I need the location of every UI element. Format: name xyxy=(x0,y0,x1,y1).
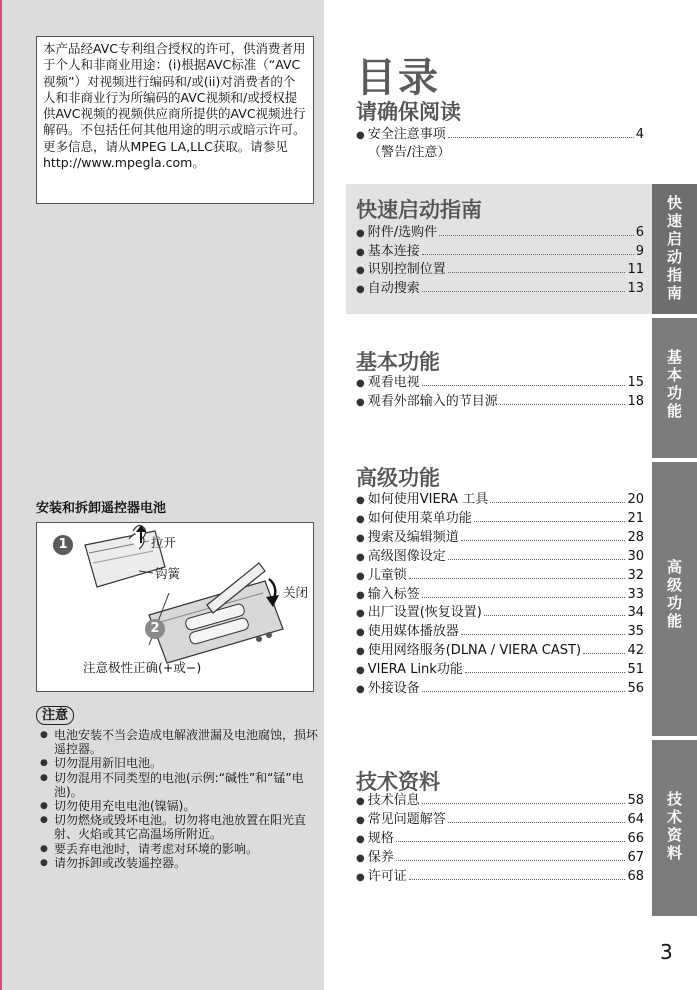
hook-label: 钩簧 xyxy=(155,566,181,581)
toc-list-must-read xyxy=(356,126,644,161)
caution-list xyxy=(40,728,324,870)
toc-entry[interactable]: ● 儿童锁 32 xyxy=(356,567,644,583)
tab-technical-info[interactable]: 技 术 资 料 xyxy=(652,740,697,916)
license-text: 本产品经AVC专利组合授权的许可，供消费者用于个人和非商业用途：(i)根据AVC标准（“AVC视频”）对视频进行编码和/或(ii)对消费者的个人和非商业行为所编码的AVC视频和/或授权提供AVC视频的视频供应商所提供的AVC视频进行解码。不包括任何其他用途的明示或暗示许可。更多信息，请从MPEG LA,LLC获取。请参见http://www.mpegla.com。 xyxy=(43,41,306,171)
toc-entry[interactable]: ● 如何使用VIERA 工具 20 xyxy=(356,492,644,507)
caution-item: ● 请勿拆卸或改装遥控器。 xyxy=(40,856,324,870)
avc-license-box xyxy=(36,36,314,204)
toc-entry[interactable]: ● 搜索及编辑频道 28 xyxy=(356,529,644,545)
toc-list-technical xyxy=(356,792,644,887)
step-1-badge: 1 xyxy=(53,535,73,555)
toc-entry[interactable]: ● 识别控制位置 11 xyxy=(356,262,644,277)
section-title-basic: 基本功能 xyxy=(356,350,440,374)
toc-entry[interactable]: ● VIERA Link功能 51 xyxy=(356,662,644,678)
caution-item: ● 切勿混用不同类型的电池(示例:“碱性”和“锰”电池)。 xyxy=(40,771,324,799)
toc-entry[interactable]: ● 输入标签 33 xyxy=(356,586,644,602)
tab-advanced-functions[interactable]: 高 级 功 能 xyxy=(652,462,697,736)
toc-entry[interactable]: ● 使用媒体播放器 35 xyxy=(356,624,644,640)
pull-label: 拉开 xyxy=(151,535,177,550)
close-label: 关闭 xyxy=(283,585,309,600)
caution-item: ● 要丢弃电池时，请考虑对环境的影响。 xyxy=(40,842,324,856)
toc-entry[interactable]: ● 自动搜索 13 xyxy=(356,280,644,296)
caution-badge: 注意 xyxy=(36,706,74,725)
toc-entry[interactable]: ● 观看外部输入的节目源 18 xyxy=(356,394,644,409)
toc-entry[interactable]: ● 许可证 68 xyxy=(356,868,644,884)
caution-item: ● 切勿混用新旧电池。 xyxy=(40,756,324,770)
toc-entry[interactable]: ● 观看电视 15 xyxy=(356,375,644,390)
toc-title: 目录 xyxy=(356,55,440,101)
page-edge-line xyxy=(0,0,2,990)
toc-entry[interactable]: ● 高级图像设定 30 xyxy=(356,548,644,564)
battery-illustration-box xyxy=(36,522,314,692)
polarity-caption: 注意极性正确(+或−) xyxy=(83,660,202,675)
toc-entry[interactable]: ● 如何使用菜单功能 21 xyxy=(356,510,644,526)
toc-entry[interactable]: ● 附件/选购件 6 xyxy=(356,225,644,240)
toc-list-quick-start xyxy=(356,224,644,298)
toc-entry[interactable]: ● 外接设备 56 xyxy=(356,681,644,697)
toc-list-basic xyxy=(356,374,644,412)
toc-entry[interactable]: ● 规格 66 xyxy=(356,830,644,846)
caution-item: ● 切勿燃烧或毁坏电池。切勿将电池放置在阳光直射、火焰或其它高温场所附近。 xyxy=(40,813,324,841)
toc-entry[interactable]: ● 保养 67 xyxy=(356,849,644,865)
section-title-must-read: 请确保阅读 xyxy=(356,100,461,124)
battery-section-title: 安装和拆卸遥控器电池 xyxy=(36,501,167,516)
toc-page: 4 xyxy=(635,127,644,142)
section-title-technical: 技术资料 xyxy=(356,770,440,794)
toc-entry[interactable]: ● 基本连接 9 xyxy=(356,243,644,259)
toc-entry[interactable]: ● 常见问题解答 64 xyxy=(356,811,644,827)
toc-list-advanced xyxy=(356,491,644,699)
caution-item: ● 切勿使用充电电池(镍镉)。 xyxy=(40,799,324,813)
tab-basic-functions[interactable]: 基 本 功 能 xyxy=(652,318,697,458)
toc-entry[interactable]: ● 使用网络服务(DLNA / VIERA CAST) 42 xyxy=(356,643,644,659)
page-number: 3 xyxy=(660,940,673,964)
section-title-quick-start: 快速启动指南 xyxy=(356,198,482,222)
toc-subentry: （警告/注意） xyxy=(368,145,451,160)
section-title-advanced: 高级功能 xyxy=(356,466,440,490)
toc-entry[interactable]: ● 安全注意事项 4 xyxy=(356,127,644,142)
caution-item: ● 电池安装不当会造成电解液泄漏及电池腐蚀，损坏遥控器。 xyxy=(40,728,324,756)
tab-quick-start[interactable]: 快 速 启 动 指 南 xyxy=(652,184,697,314)
toc-entry[interactable]: ● 技术信息 58 xyxy=(356,793,644,808)
toc-entry[interactable]: ● 出厂设置(恢复设置) 34 xyxy=(356,605,644,621)
step-2-badge: 2 xyxy=(145,619,165,639)
